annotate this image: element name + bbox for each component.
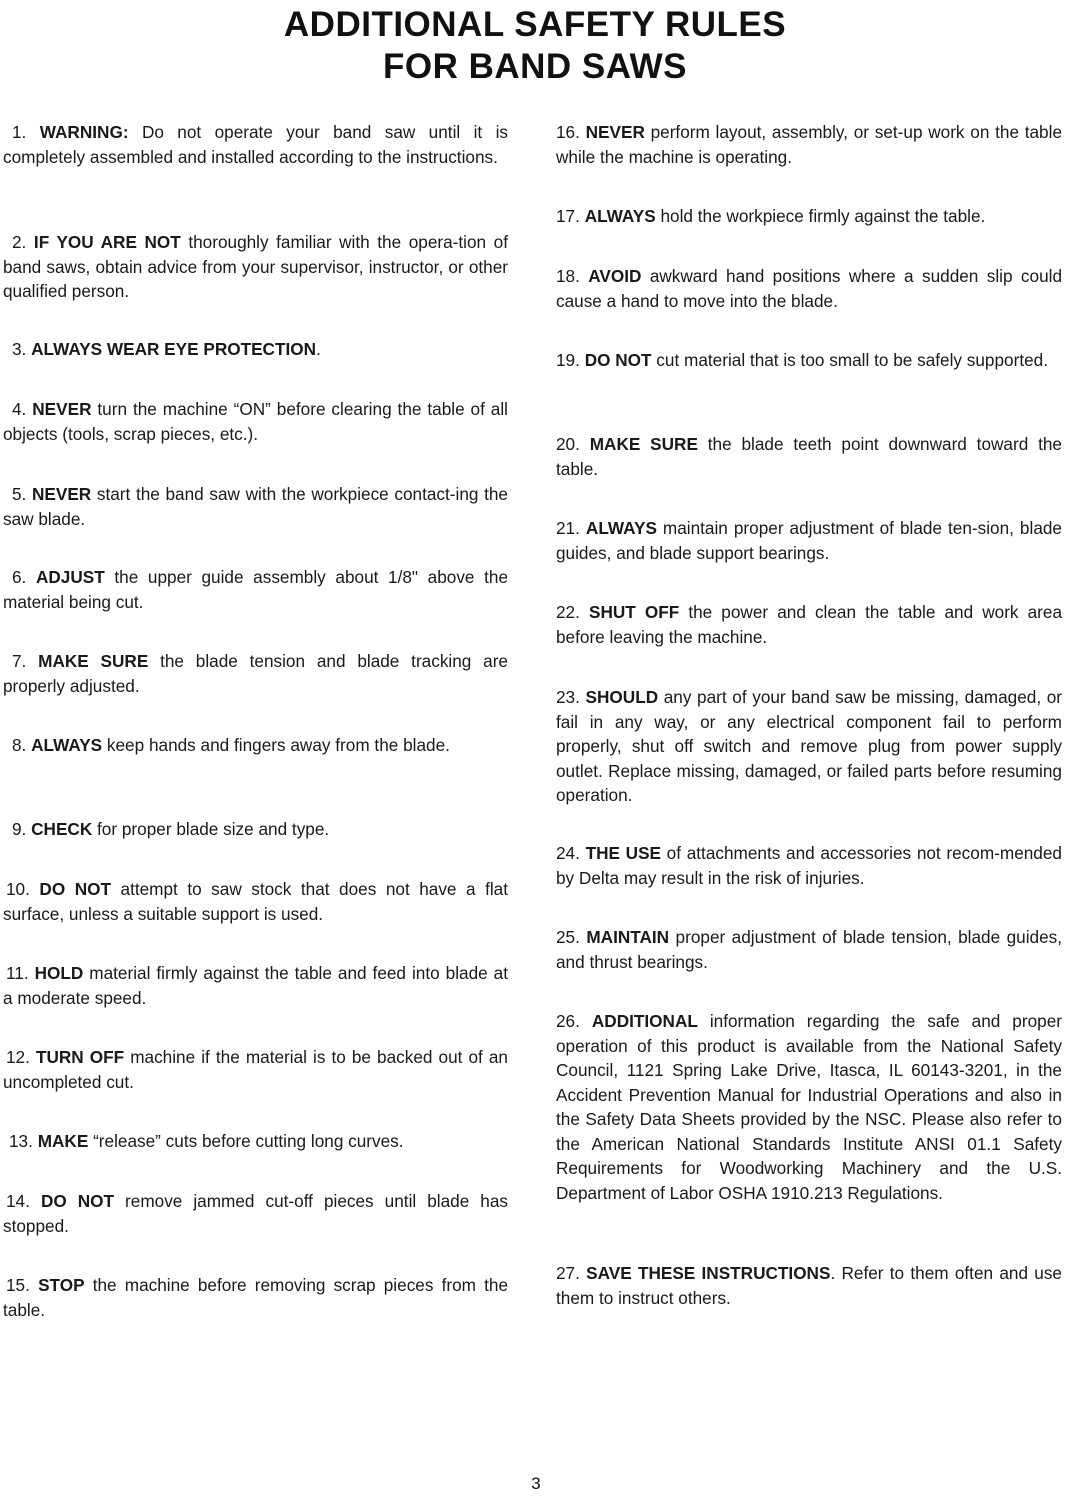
rule-25: 25. MAINTAIN proper adjustment of blade tension, blade guides, and thrust bearings. — [556, 927, 1063, 972]
rule-5: 5. NEVER start the band saw with the workpiece contact-ing the saw blade. — [3, 484, 508, 529]
rule-14: 14. DO NOT remove jammed cut-off pieces until blade has stopped. — [3, 1191, 509, 1236]
rule-4: 4. NEVER turn the machine “ON” before clearing the table of all objects (tools, scrap pieces, etc.). — [3, 399, 508, 444]
rule-15: 15. STOP the machine before removing scrap pieces from the table. — [3, 1275, 508, 1320]
rule-20: 20. MAKE SURE the blade teeth point downward toward the table. — [556, 434, 1062, 479]
rule-8: 8. ALWAYS keep hands and fingers away from the blade. — [12, 735, 450, 755]
rule-18: 18. AVOID awkward hand positions where a sudden slip could cause a hand to move into the blade. — [556, 266, 1063, 311]
rule-11: 11. HOLD material firmly against the table and feed into blade at a moderate speed. — [3, 963, 509, 1008]
rule-13: 13. MAKE “release” cuts before cutting long curves. — [9, 1131, 404, 1151]
rule-7: 7. MAKE SURE the blade tension and blade tracking are properly adjusted. — [3, 651, 508, 696]
page-number: 3 — [531, 1474, 541, 1493]
page-title — [0, 4, 1070, 88]
rule-6: 6. ADJUST the upper guide assembly about 1/8" above the material being cut. — [3, 567, 508, 612]
rule-3: 3. ALWAYS WEAR EYE PROTECTION. — [12, 339, 321, 359]
rule-22: 22. SHUT OFF the power and clean the table and work area before leaving the machine. — [556, 602, 1063, 647]
rule-17: 17. ALWAYS hold the workpiece firmly against the table. — [556, 206, 986, 226]
title-line-2: FOR BAND SAWS — [383, 47, 687, 86]
rule-21: 21. ALWAYS maintain proper adjustment of blade ten-sion, blade guides, and blade support bearings. — [556, 518, 1062, 563]
rule-16: 16. NEVER perform layout, assembly, or set-up work on the table while the machine is operating. — [556, 122, 1062, 167]
rule-10: 10. DO NOT attempt to saw stock that does not have a flat surface, unless a suitable support is used. — [3, 879, 508, 924]
rule-27: 27. SAVE THESE INSTRUCTIONS. Refer to them often and use them to instruct others. — [556, 1263, 1062, 1308]
rule-23: 23. SHOULD any part of your band saw be missing, damaged, or fail in any way, or any electrical component fail to perform properly, shut off switch and remove plug from power supply outlet. Replace missing, damaged, or failed parts before resuming operation. — [556, 687, 1063, 805]
rule-2: 2. IF YOU ARE NOT thoroughly familiar with the opera-tion of band saws, obtain advice from your supervisor, instructor, or other qualified person. — [3, 232, 509, 301]
rule-26: 26. ADDITIONAL information regarding the safe and proper operation of this product is available from the National Safety Council, 1121 Spring Lake Drive, Itasca, IL 60143-3201, in the Accident Prevention Manual for Industrial Operations and also in the Safety Data Sheets provided by the NSC. Please also refer to the American National Standards Institute ANSI 01.1 Safety Requirements for Woodworking Machinery and the U.S. Department of Labor OSHA 1910.213 Regulations. — [556, 1011, 1062, 1203]
title-line-1: ADDITIONAL SAFETY RULES — [283, 5, 787, 44]
rule-19: 19. DO NOT cut material that is too small to be safely supported. — [556, 350, 1048, 370]
rule-9: 9. CHECK for proper blade size and type. — [12, 819, 330, 839]
rule-12: 12. TURN OFF machine if the material is to be backed out of an uncompleted cut. — [3, 1047, 508, 1092]
rule-24: 24. THE USE of attachments and accessories not recom-mended by Delta may result in the risk of injuries. — [556, 843, 1062, 888]
rule-1: 1. WARNING: Do not operate your band saw until it is completely assembled and installed according to the instructions. — [3, 122, 509, 167]
